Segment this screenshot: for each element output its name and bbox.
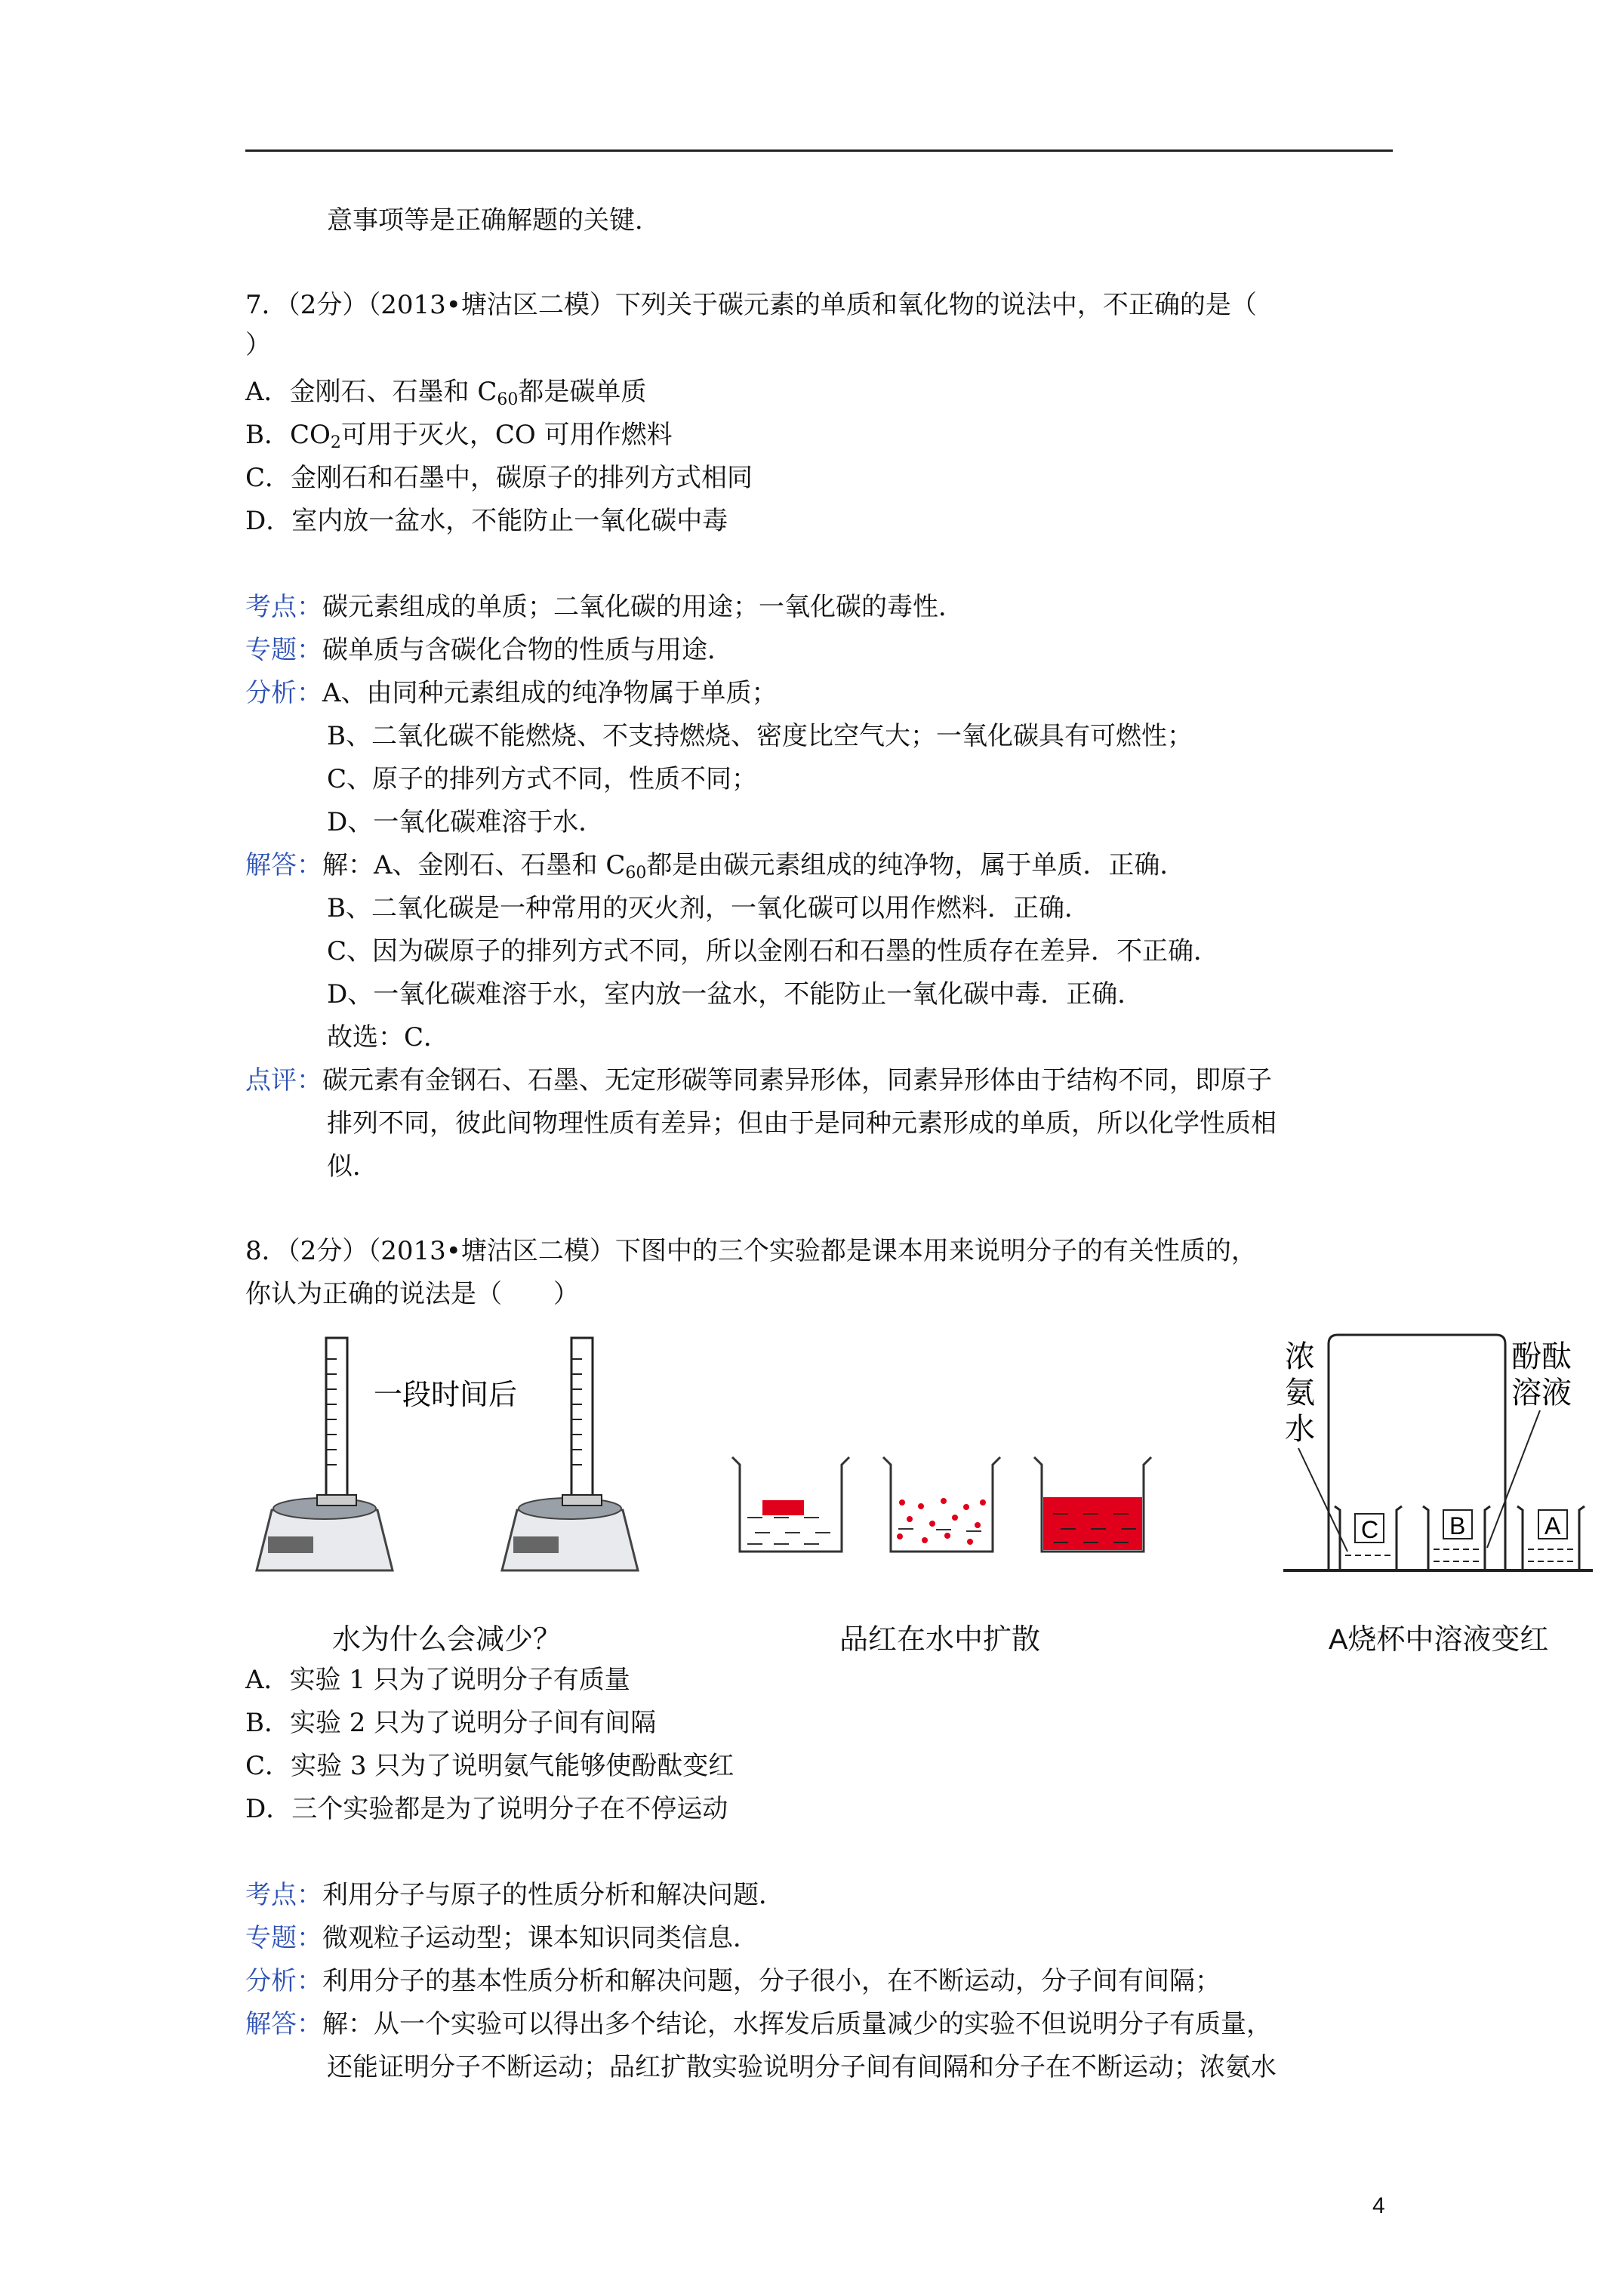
q7-dianping-line: 排列不同，彼此间物理性质有差异；但由于是同种元素形成的单质，所以化学性质相: [327, 1108, 1277, 1139]
phenolphthalein-label-1: 酚酞: [1511, 1340, 1572, 1373]
ammonia-label-3: 水: [1285, 1413, 1315, 1446]
zhuanti-label: 专题：: [245, 1923, 322, 1953]
q7-fenxi-line: B、二氧化碳不能燃烧、不支持燃烧、密度比空气大；一氧化碳具有可燃性；: [327, 721, 1193, 751]
q7-jieda-line: C、因为碳原子的排列方式不同，所以金刚石和石墨的性质存在差异．不正确．: [327, 936, 1220, 966]
q7-answer: 故选：C．: [327, 1022, 450, 1052]
q8-option-c: C．实验 3 只为了说明氨气能够使酚酞变红: [245, 1751, 735, 1781]
experiment2-beaker-2: [883, 1457, 1000, 1552]
zhuanti-label: 专题：: [245, 635, 322, 665]
svg-text:A: A: [1544, 1512, 1561, 1539]
jieda-label: 解答：: [245, 2009, 322, 2039]
fenxi-label: 分析：: [245, 1966, 322, 1996]
experiment2-beaker-1: [732, 1457, 849, 1552]
experiment3-caption: A烧杯中溶液变红: [1329, 1624, 1549, 1656]
q7-zhuanti: 专题：碳单质与含碳化合物的性质与用途．: [245, 635, 733, 665]
experiment2-beaker-3: [1034, 1457, 1151, 1552]
kaodian-label: 考点：: [245, 1880, 322, 1910]
beaker-b: [1423, 1506, 1490, 1570]
page-number: 4: [1372, 2193, 1385, 2218]
q7-jieda-line: B、二氧化碳是一种常用的灭火剂，一氧化碳可以用作燃料．正确．: [327, 893, 1090, 923]
q7-fenxi-line: C、原子的排列方式不同，性质不同；: [327, 764, 758, 794]
q7-fenxi-line: D、一氧化碳难溶于水．: [327, 807, 605, 837]
q7-option-b: B．$CO_2$可用于灭火，CO 可用作燃料: [245, 420, 673, 452]
q7-stem-line2: ）: [245, 330, 271, 360]
experiment2-caption: 品红在水中扩散: [839, 1624, 1041, 1656]
q7-option-c: C．金刚石和石墨中，碳原子的排列方式相同: [245, 463, 753, 493]
experiment1-scale-right: [502, 1338, 638, 1570]
svg-text:C: C: [1361, 1516, 1379, 1543]
q7-dianping: 点评：碳元素有金钢石、石墨、无定形碳等同素异形体，同素异形体由于结构不同，即原子: [245, 1065, 1272, 1096]
jieda-label: 解答：: [245, 850, 322, 880]
continuation-text: 意事项等是正确解题的关键．: [327, 205, 661, 236]
beaker-a: [1517, 1506, 1585, 1570]
q7-stem-line1: 7．（2分）（2013•塘沽区二模）下列关于碳元素的单质和氧化物的说法中，不正确的是（: [245, 290, 1257, 320]
q8-stem-line2: 你认为正确的说法是（ ）: [245, 1279, 579, 1309]
q8-option-d: D．三个实验都是为了说明分子在不停运动: [245, 1794, 728, 1824]
q7-option-a: A．金刚石、石墨和 $C_{60}$都是碳单质: [245, 377, 647, 409]
fenxi-label: 分析：: [245, 678, 322, 708]
experiment1-label: 一段时间后: [374, 1379, 518, 1411]
q7-option-d: D．室内放一盆水，不能防止一氧化碳中毒: [245, 506, 728, 536]
q7-dianping-line: 似．: [327, 1151, 378, 1182]
dianping-label: 点评：: [245, 1065, 322, 1096]
scale-display-left: [268, 1536, 313, 1553]
ammonia-label-2: 氨: [1285, 1376, 1315, 1410]
q8-fenxi: 分析：利用分子的基本性质分析和解决问题，分子很小，在不断运动，分子间有间隔；: [245, 1966, 1221, 1996]
phenolphthalein-label-2: 溶液: [1511, 1376, 1572, 1410]
scale-display-right: [513, 1536, 559, 1553]
header-rule: [245, 149, 1393, 152]
q7-kaodian: 考点：碳元素组成的单质；二氧化碳的用途；一氧化碳的毒性．: [245, 592, 964, 622]
q8-jieda: 解答：解：从一个实验可以得出多个结论，水挥发后质量减少的实验不但说明分子有质量，: [245, 2009, 1272, 2039]
q8-option-b: B．实验 2 只为了说明分子间有间隔: [245, 1708, 657, 1738]
q7-jieda-line: D、一氧化碳难溶于水，室内放一盆水，不能防止一氧化碳中毒．正确．: [327, 979, 1144, 1009]
svg-text:B: B: [1449, 1512, 1466, 1539]
experiment3-apparatus: [1283, 1335, 1593, 1570]
experiment1-scale-left: [257, 1338, 393, 1570]
beaker-c: [1335, 1506, 1402, 1570]
ammonia-label-1: 浓: [1285, 1340, 1315, 1373]
q8-stem-line1: 8．（2分）（2013•塘沽区二模）下图中的三个实验都是课本用来说明分子的有关性质的，: [245, 1236, 1257, 1266]
q7-fenxi: 分析：A、由同种元素组成的纯净物属于单质；: [245, 678, 778, 708]
kaodian-label: 考点：: [245, 592, 322, 622]
q8-zhuanti: 专题：微观粒子运动型；课本知识同类信息．: [245, 1923, 759, 1953]
experiment1-caption: 水为什么会减少？: [332, 1624, 562, 1656]
q7-jieda: 解答：解：A、金刚石、石墨和 $C_{60}$都是由碳元素组成的纯净物，属于单质．正确．: [245, 850, 1186, 883]
q8-kaodian: 考点：利用分子与原子的性质分析和解决问题．: [245, 1880, 784, 1910]
q8-jieda-line: 还能证明分子不断运动；品红扩散实验说明分子间有间隔和分子在不断运动；浓氨水: [327, 2052, 1277, 2082]
q8-option-a: A．实验 1 只为了说明分子有质量: [245, 1665, 630, 1695]
